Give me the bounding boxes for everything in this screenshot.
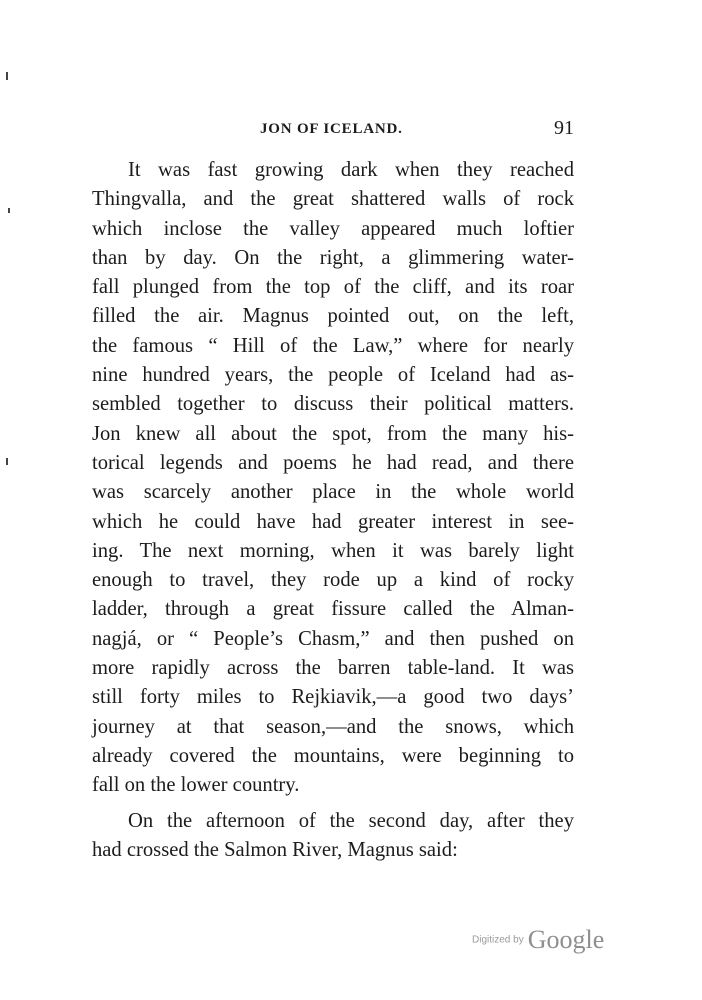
text-line: Jon knew all about the spot, from the many his-: [92, 422, 574, 445]
text-line: journey at that season,—and the snows, which: [92, 715, 574, 738]
text-line: than by day. On the right, a glimmering water-: [92, 246, 574, 269]
paragraph: [92, 156, 574, 801]
running-head: JON OF ICELAND.: [260, 121, 403, 137]
text-line: which he could have had greater interest in see-: [92, 510, 574, 533]
text-line: had crossed the Salmon River, Magnus said:: [92, 838, 458, 861]
text-line: sembled together to discuss their political matters.: [92, 393, 574, 416]
scan-speck: [6, 72, 8, 80]
text-line: fall plunged from the top of the cliff, and its roar: [92, 276, 574, 299]
text-line: It was fast growing dark when they reached: [128, 159, 574, 181]
scan-speck: [8, 208, 10, 213]
text-line: the famous “ Hill of the Law,” where for nearly: [92, 334, 574, 357]
text-line: On the afternoon of the second day, after they: [128, 809, 574, 832]
text-line: which inclose the valley appeared much loftier: [92, 217, 574, 240]
page-number: 91: [554, 117, 574, 139]
text-line: nine hundred years, the people of Iceland had as-: [92, 364, 574, 387]
google-logo: Google: [527, 925, 605, 954]
text-line: fall on the lower country.: [92, 774, 300, 797]
page-header: [92, 117, 574, 141]
paragraph: [92, 807, 574, 866]
text-line: still forty miles to Rejkiavik,—a good two days’: [92, 686, 574, 709]
text-line: filled the air. Magnus pointed out, on the left,: [92, 305, 574, 328]
text-line: ing. The next morning, when it was barely light: [92, 539, 574, 562]
text-line: already covered the mountains, were beginning to: [92, 744, 574, 767]
scan-speck: [6, 458, 8, 465]
body-text: [92, 156, 574, 865]
text-line: more rapidly across the barren table-land. It was: [92, 657, 574, 680]
text-line: Thingvalla, and the great shattered walls of rock: [92, 188, 574, 211]
text-line: ladder, through a great fissure called the Alman-: [92, 598, 574, 621]
text-line: was scarcely another place in the whole world: [92, 481, 574, 504]
digitized-watermark: [472, 925, 604, 955]
text-line: torical legends and poems he had read, and there: [92, 451, 574, 474]
text-line: nagjá, or “ People’s Chasm,” and then pushed on: [92, 627, 574, 650]
watermark-prefix: Digitized by: [472, 934, 524, 946]
text-line: enough to travel, they rode up a kind of rocky: [92, 569, 574, 592]
